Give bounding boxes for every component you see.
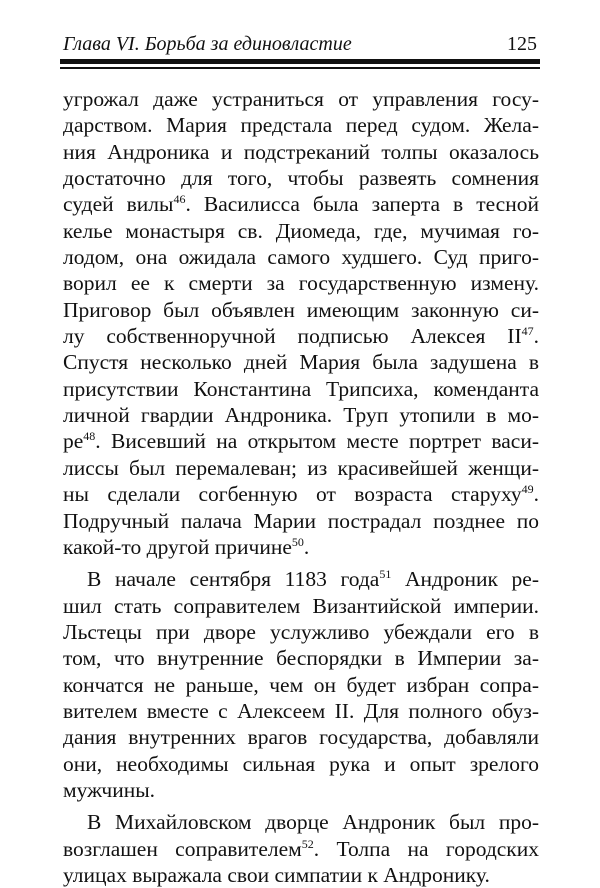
text-line: Приговор был объявлен имеющим законную си-: [63, 297, 539, 322]
text-line: Спустя несколько дней Мария была задушена в: [63, 350, 539, 375]
text-line: келье монастыря св. Диомеда, где, мучимая го-: [63, 218, 539, 243]
text-line: дания внутренних врагов государства, добавляли: [63, 725, 539, 750]
text-line: Подручный палача Марии пострадал позднее по: [63, 508, 539, 533]
header-rule-thick: [60, 59, 540, 64]
chapter-title: Глава VI. Борьба за единовластие: [63, 33, 352, 55]
text-line: дарством. Мария предстала перед судом. Жела-: [63, 113, 539, 138]
text-line: кончатся не раньше, чем он будет избран сопра-: [63, 672, 539, 697]
paragraph: [63, 566, 539, 803]
body-text: [63, 86, 539, 888]
text-line: $ре^{48}$. Висевший на открытом месте портрет васи-: [63, 429, 539, 454]
text-line: лиссы был перемалеван; из красивейшей женщи-: [63, 455, 539, 480]
text-line: какой-то другой причине$^{50}$.: [63, 534, 310, 559]
text-line: ния Андроника и подстреканий толпы оказалось: [63, 139, 539, 164]
text-line: личной гвардии Андроника. Труп утопили в мо-: [63, 403, 539, 428]
text-line: Льстецы при дворе услужливо убеждали его в: [63, 619, 539, 644]
text-line: присутствии Константина Трипсиха, коменданта: [63, 376, 539, 401]
text-line: ны сделали согбенную от возраста старуху$^{49}$.: [63, 482, 539, 507]
page-number: 125: [507, 33, 537, 55]
footnote-ref[interactable]: 48: [83, 429, 96, 444]
text-line: лу собственноручной подписью Алексея II$^{47}$.: [63, 324, 539, 349]
footnote-ref[interactable]: 49: [521, 482, 534, 497]
running-head: [63, 28, 537, 56]
header-rule-thin: [60, 67, 540, 69]
text-line: вителем вместе с Алексеем II. Для полного обуз-: [63, 698, 539, 723]
footnote-ref[interactable]: 46: [173, 192, 186, 207]
footnote-ref[interactable]: 52: [301, 836, 314, 851]
text-line: достаточно для того, чтобы развеять сомнения: [63, 166, 539, 191]
text-line: В Михайловском дворце Андроник был про-: [87, 810, 539, 835]
footnote-ref[interactable]: 51: [379, 567, 392, 582]
text-line: угрожал даже устраниться от управления госу-: [63, 87, 539, 111]
text-line: улицах выражала свои симпатии к Андронику.: [63, 862, 490, 887]
text-line: возглашен соправителем$^{52}$. Толпа на городских: [63, 836, 540, 861]
text-line: судей вилы$^{46}$. Василисса была заперта в тесной: [63, 192, 539, 217]
footnote-ref[interactable]: 50: [291, 534, 304, 549]
footnote-ref[interactable]: 47: [521, 324, 534, 339]
text-line: шил стать соправителем Византийской империи.: [63, 593, 539, 618]
text-line: том, что внутренние беспорядки в Империи за-: [63, 646, 539, 671]
text-line: они, необходимы сильная рука и опыт зрелого: [63, 751, 539, 776]
paragraph: [63, 86, 539, 560]
text-line: ворил ее к смерти за государственную измену.: [63, 271, 539, 296]
text-line: лодом, она ожидала самого худшего. Суд приго-: [63, 245, 539, 270]
paragraph: [63, 809, 539, 888]
text-line: мужчины.: [63, 777, 156, 802]
text-line: В начале сентября 1183 года$^{51}$ Андроник ре-: [87, 567, 539, 592]
